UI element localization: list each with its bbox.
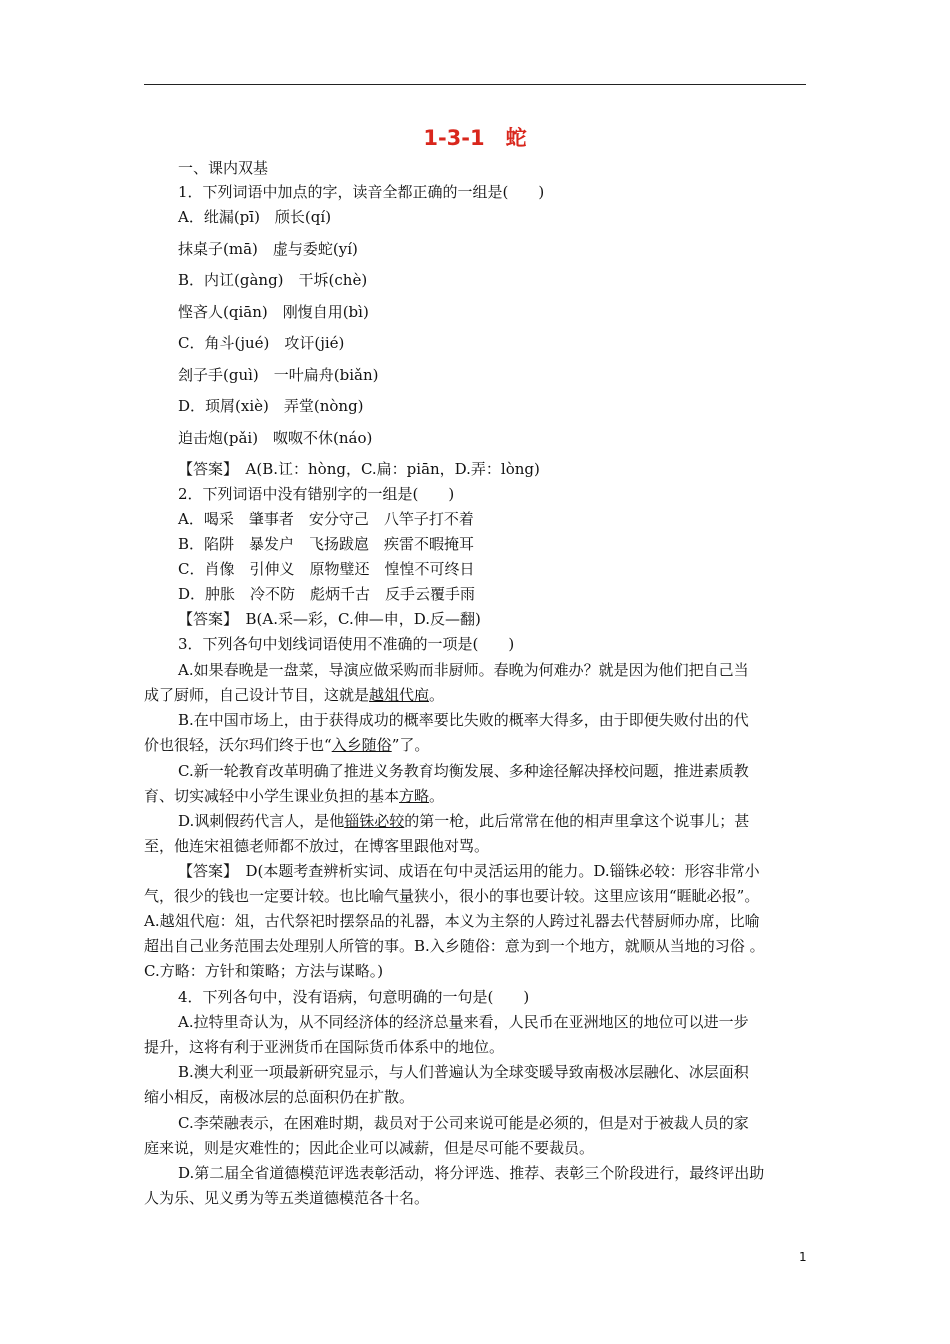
q2-answer: [178, 609, 481, 629]
answer-label: 【答案】: [178, 862, 231, 880]
q2-option: A．喝采 肇事者 安分守己 八竿子打不着: [178, 510, 474, 528]
q4-option-d-line2: 人为乐、见义勇为等五类道德模范各十名。: [144, 1189, 430, 1207]
q4-option-d-line1: D.第二届全省道德模范评选表彰活动，将分评选、推荐、表彰三个阶段进行，最终评出助: [178, 1164, 765, 1182]
q4-option-b-line1: B.澳大利亚一项最新研究显示，与人们普遍认为全球变暖导致南极冰层融化、冰层面积: [178, 1063, 749, 1081]
answer-label: 【答案】: [178, 460, 231, 478]
q1-option: 抹桌子(mā) 虚与委蛇(yí): [178, 240, 358, 258]
text: 。: [429, 787, 445, 805]
text: 育、切实减轻中小学生课业负担的基本: [144, 787, 400, 805]
q3-option-a-line2: [144, 685, 444, 705]
q1-option: C．角斗(jué) 攻讦(jié): [178, 334, 345, 352]
q2-option: D．肿胀 冷不防 彪炳千古 反手云覆手雨: [178, 585, 476, 603]
q1-option: A．纰漏(pī) 颀长(qí): [178, 208, 332, 226]
q4-option-c-line1: C.李荣融表示，在困难时期，裁员对于公司来说可能是必须的，但是对于被裁人员的家: [178, 1114, 749, 1132]
q1-stem: 1．下列词语中加点的字，读音全都正确的一组是( ): [178, 183, 545, 201]
q4-option-c-line2: 庭来说，则是灾难性的；因此企业可以减薪，但是尽可能不要裁员。: [144, 1139, 595, 1157]
underlined-term: 锱铢必较: [344, 812, 405, 830]
q3-answer-line: 超出自己业务范围去处理别人所管的事。B.入乡随俗：意为到一个地方，就顺从当地的习俗 。: [144, 937, 765, 955]
q3-option-d-line1: [178, 811, 749, 831]
q2-option: C．肖像 引伸义 原物璧还 惶惶不可终日: [178, 560, 475, 578]
q1-option: 悭吝人(qiān) 刚愎自用(bì): [178, 303, 369, 321]
q3-answer-line: 气，很少的钱也一定要计较。也比喻气量狭小，很小的事也要计较。这里应该用“睚眦必报”。: [144, 887, 760, 905]
answer-label: 【答案】: [178, 610, 231, 628]
header-rule: [144, 84, 806, 85]
q2-option: B．陷阱 暴发户 飞扬跋扈 疾雷不暇掩耳: [178, 535, 475, 553]
section-heading: 一、课内双基: [178, 159, 269, 177]
q4-option-a-line1: A.拉特里奇认为，从不同经济体的经济总量来看，人民币在亚洲地区的地位可以进一步: [178, 1013, 749, 1031]
underlined-term: 方略: [399, 787, 430, 805]
q3-answer-line: A.越俎代庖：俎，古代祭祀时摆祭品的礼器，本义为主祭的人跨过礼器去代替厨师办席，比喻: [144, 912, 760, 930]
q4-option-a-line2: 提升，这将有利于亚洲货币在国际货币体系中的地位。: [144, 1038, 505, 1056]
q4-option-b-line2: 缩小相反，南极冰层的总面积仍在扩散。: [144, 1088, 415, 1106]
q1-option: 迫击炮(pǎi) 呶呶不休(náo): [178, 429, 373, 447]
underlined-term: 越俎代庖: [369, 686, 430, 704]
q3-option-b-line2: [144, 735, 429, 755]
answer-text: D(本题考查辨析实词、成语在句中灵活运用的能力。D.锱铢必较：形容非常小: [245, 862, 760, 880]
page-title: 1-3-1 蛇: [423, 126, 527, 150]
text: ”了。: [391, 736, 430, 754]
q1-option: B．内讧(gàng) 干坼(chè): [178, 271, 368, 289]
q3-option-c-line1: C.新一轮教育改革明确了推进义务教育均衡发展、多种途径解决择校问题，推进素质教: [178, 762, 749, 780]
q3-option-a-line1: A.如果春晚是一盘菜，导演应做采购而非厨师。春晚为何难办？就是因为他们把自己当: [178, 661, 749, 679]
text: 的第一枪，此后常常在他的相声里拿这个说事儿；甚: [404, 812, 750, 830]
page-number: 1: [799, 1250, 807, 1264]
q3-option-b-line1: B.在中国市场上，由于获得成功的概率要比失败的概率大得多，由于即便失败付出的代: [178, 711, 749, 729]
q3-answer-line: C.方略：方针和策略；方法与谋略。): [144, 962, 384, 980]
text: 成了厨师，自己设计节目，这就是: [144, 686, 370, 704]
q3-option-d-line2: 至，他连宋祖德老师都不放过，在博客里跟他对骂。: [144, 837, 490, 855]
underlined-term: 入乡随俗: [331, 736, 392, 754]
q2-stem: 2．下列词语中没有错别字的一组是( ): [178, 485, 455, 503]
text: 。: [429, 686, 445, 704]
q3-option-c-line2: [144, 786, 444, 806]
q3-stem: 3．下列各句中划线词语使用不准确的一项是( ): [178, 635, 515, 653]
q1-option: 刽子手(guì) 一叶扁舟(biǎn): [178, 366, 379, 384]
text: D.讽刺假药代言人，是他: [178, 812, 345, 830]
text: 价也很轻，沃尔玛们终于也“: [144, 736, 332, 754]
q1-option: D．顼屑(xiè) 弄堂(nòng): [178, 397, 364, 415]
answer-text: A(B.讧：hòng，C.扁：piān，D.弄：lòng): [245, 460, 540, 478]
q1-answer: [178, 459, 540, 479]
q3-answer: [178, 861, 760, 881]
answer-text: B(A.采—彩，C.伸—申，D.反—翻): [245, 610, 481, 628]
q4-stem: 4．下列各句中，没有语病，句意明确的一句是( ): [178, 988, 530, 1006]
